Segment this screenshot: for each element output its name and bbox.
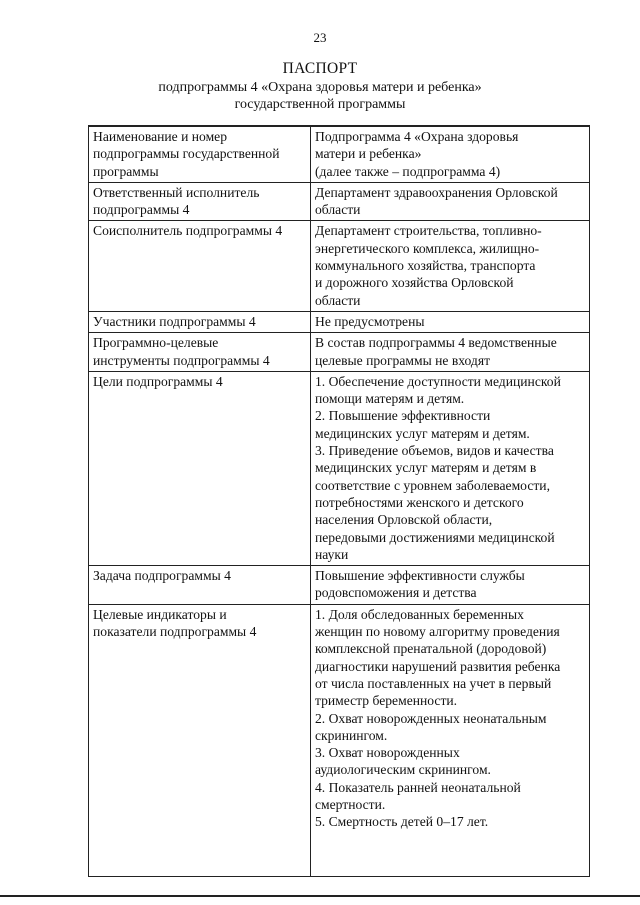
document-title: ПАСПОРТ bbox=[282, 60, 358, 77]
row-value-line: целевые программы не входят bbox=[315, 352, 491, 368]
row-label-cell bbox=[89, 371, 311, 565]
row-value-line: Департамент строительства, топливно- bbox=[315, 223, 542, 239]
row-label-line: Ответственный исполнитель bbox=[93, 184, 260, 200]
row-label-line: подпрограммы 4 bbox=[93, 202, 190, 218]
row-value-line: энергетического комплекса, жилищно- bbox=[315, 240, 540, 256]
row-label-line: Задача подпрограммы 4 bbox=[93, 568, 231, 584]
row-value-cell bbox=[311, 566, 590, 605]
row-value-line: населения Орловской области, bbox=[315, 512, 493, 528]
row-label-line: инструменты подпрограммы 4 bbox=[93, 352, 270, 368]
passport-row bbox=[89, 182, 590, 221]
row-value-cell bbox=[311, 182, 590, 221]
passport-row bbox=[89, 126, 590, 182]
row-value-line: (далее также – подпрограмма 4) bbox=[315, 163, 501, 179]
passport-row bbox=[89, 221, 590, 311]
row-label-cell bbox=[89, 126, 311, 182]
passport-row bbox=[89, 371, 590, 565]
row-value-line: помощи матерям и детям. bbox=[315, 391, 465, 407]
passport-row bbox=[89, 333, 590, 372]
row-value-line: области bbox=[315, 202, 361, 218]
row-value-line: триместр беременности. bbox=[315, 693, 458, 709]
row-value-cell bbox=[311, 371, 590, 565]
row-label-line: Участники подпрограммы 4 bbox=[93, 313, 256, 329]
row-value-cell bbox=[311, 126, 590, 182]
row-value-line: В состав подпрограммы 4 ведомственные bbox=[315, 335, 557, 351]
passport-row bbox=[89, 311, 590, 332]
row-value-cell bbox=[311, 333, 590, 372]
row-value-line: 1. Обеспечение доступности медицинской bbox=[315, 373, 561, 389]
row-label-cell bbox=[89, 566, 311, 605]
row-value-line: Подпрограмма 4 «Охрана здоровья bbox=[315, 129, 519, 144]
row-value-line: медицинских услуг матерям и детям в bbox=[315, 460, 537, 476]
row-value-cell bbox=[311, 311, 590, 332]
row-label-line: подпрограммы государственной bbox=[93, 146, 280, 162]
document-subtitle bbox=[0, 79, 640, 113]
row-label-cell bbox=[89, 221, 311, 311]
passport-row bbox=[89, 604, 590, 876]
page-bottom-rule bbox=[0, 895, 640, 897]
row-value-line: комплексной пренатальной (дородовой) bbox=[315, 641, 547, 657]
row-label-line: программы bbox=[93, 163, 159, 179]
passport-row bbox=[89, 566, 590, 605]
row-value-line: 3. Охват новорожденных bbox=[315, 745, 460, 761]
row-label-line: показатели подпрограммы 4 bbox=[93, 624, 257, 640]
row-value-line: 2. Повышение эффективности bbox=[315, 408, 491, 424]
row-label-line: Наименование и номер bbox=[93, 129, 228, 144]
row-value-line: Повышение эффективности службы bbox=[315, 568, 525, 584]
row-value-cell bbox=[311, 604, 590, 876]
row-value-cell bbox=[311, 221, 590, 311]
row-value-line: области bbox=[315, 292, 361, 308]
row-value-line: родовспоможения и детства bbox=[315, 585, 477, 601]
subtitle-line-1: подпрограммы 4 «Охрана здоровья матери и ребенка» bbox=[158, 80, 482, 95]
row-value-line: аудиологическим скринингом. bbox=[315, 762, 491, 778]
row-value-line: и дорожного хозяйства Орловской bbox=[315, 275, 514, 291]
row-value-line: 1. Доля обследованных беременных bbox=[315, 606, 524, 622]
row-value-line: Не предусмотрены bbox=[315, 313, 425, 329]
row-value-line: скринингом. bbox=[315, 727, 388, 743]
row-label-line: Целевые индикаторы и bbox=[93, 606, 227, 622]
row-value-line: коммунального хозяйства, транспорта bbox=[315, 258, 536, 274]
row-value-line: соответствие с уровнем заболеваемости, bbox=[315, 477, 550, 493]
row-label-cell bbox=[89, 604, 311, 876]
row-label-line: Цели подпрограммы 4 bbox=[93, 373, 223, 389]
row-label-line: Соисполнитель подпрограммы 4 bbox=[93, 223, 283, 239]
row-label-cell bbox=[89, 333, 311, 372]
row-value-line: медицинских услуг матерям и детям. bbox=[315, 425, 530, 441]
row-value-line: 4. Показатель ранней неонатальной bbox=[315, 779, 521, 795]
row-value-line: диагностики нарушений развития ребенка bbox=[315, 658, 561, 674]
row-value-line: женщин по новому алгоритму проведения bbox=[315, 624, 560, 640]
row-value-line: 3. Приведение объемов, видов и качества bbox=[315, 443, 554, 459]
row-label-line: Программно-целевые bbox=[93, 335, 219, 351]
row-value-line: матери и ребенка» bbox=[315, 146, 422, 162]
row-value-line: смертности. bbox=[315, 796, 386, 812]
row-value-line: 2. Охват новорожденных неонатальным bbox=[315, 710, 547, 726]
page-number: 23 bbox=[313, 30, 327, 45]
row-value-line: Департамент здравоохранения Орловской bbox=[315, 184, 558, 200]
row-value-line: науки bbox=[315, 546, 349, 562]
row-label-cell bbox=[89, 182, 311, 221]
passport-table bbox=[88, 125, 590, 877]
row-value-line: потребностями женского и детского bbox=[315, 494, 524, 510]
row-value-line: 5. Смертность детей 0–17 лет. bbox=[315, 814, 489, 830]
row-value-line: передовыми достижениями медицинской bbox=[315, 529, 555, 545]
row-value-line: от числа поставленных на учет в первый bbox=[315, 675, 552, 691]
row-label-cell bbox=[89, 311, 311, 332]
subtitle-line-2: государственной программы bbox=[234, 97, 406, 112]
